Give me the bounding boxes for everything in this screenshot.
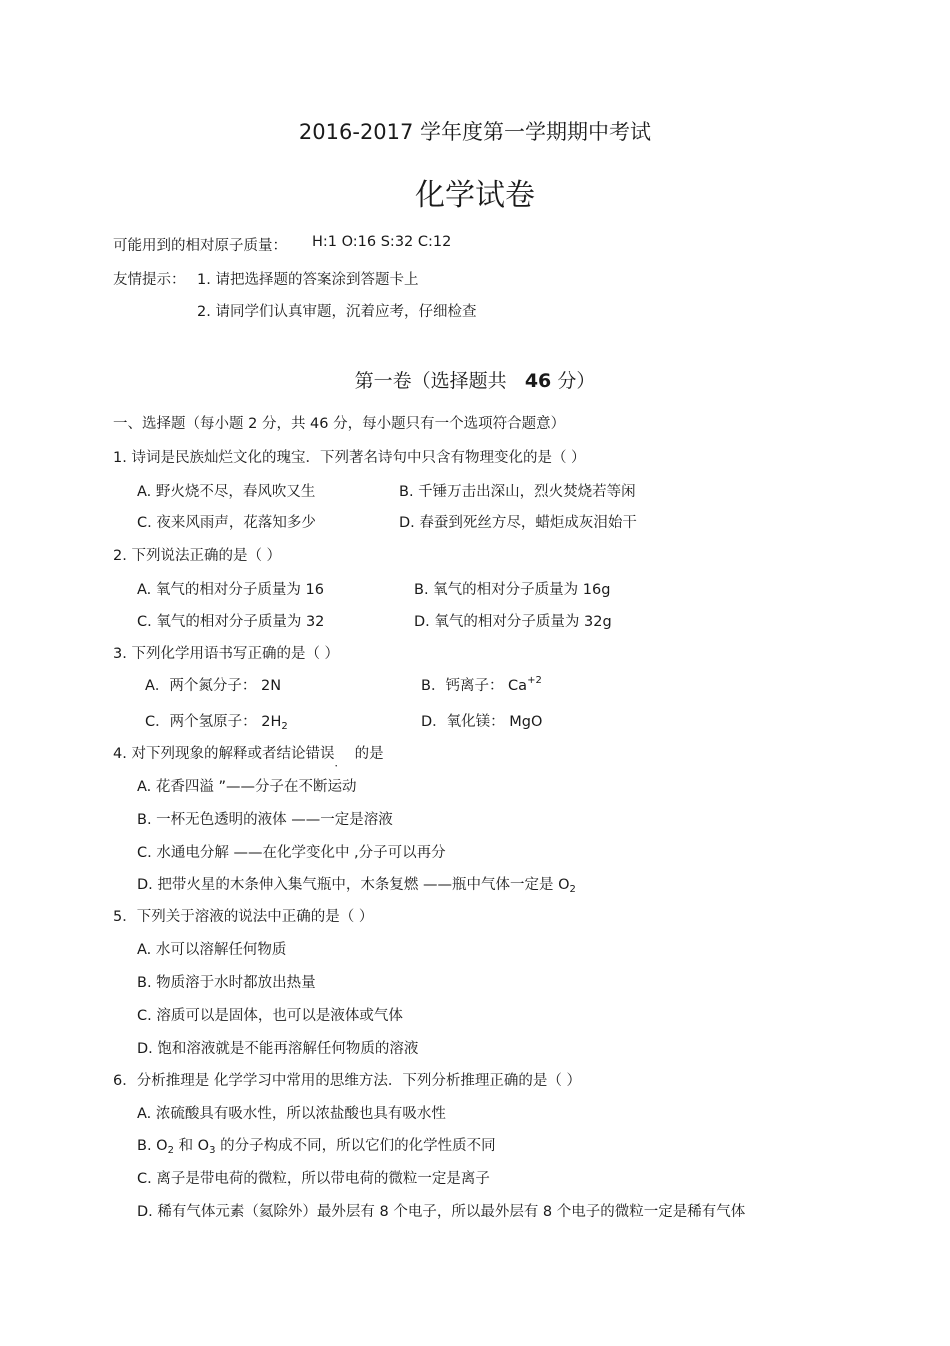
question-2-option-d: D. 氧气的相对分子质量为 32g [414,614,612,630]
question-1-stem: 1. 诗词是民族灿烂文化的瑰宝．下列著名诗句中只含有物理变化的是（ ） [113,450,586,466]
question-4-option-c: C. 水通电分解 ——在化学变化中 ,分子可以再分 [137,845,446,861]
atomic-mass-label: 可能用到的相对原子质量： [113,238,287,254]
question-6-option-b-subscript-1: 2 [167,1145,174,1156]
question-6-option-b-text-1: B. O [137,1138,168,1154]
question-5-option-d: D. 饱和溶液就是不能再溶解任何物质的溶液 [137,1041,419,1057]
question-3-option-c-text: C．两个氢原子： 2H [145,714,282,730]
question-6-option-b-text-2: 和 O [178,1138,210,1154]
question-4-option-d-subscript: 2 [569,884,576,895]
question-1-option-c: C. 夜来风雨声，花落知多少 [137,515,316,531]
question-3-option-b [421,674,542,695]
question-6-stem: 6．分析推理是 化学学习中常用的思维方法．下列分析推理正确的是（ ） [113,1073,581,1089]
subject-title: 化学试卷 [415,178,535,213]
section-heading-tail: 分） [557,370,596,392]
question-3-option-d: D．氧化镁： MgO [421,714,543,730]
tips-label: 友情提示： [113,272,186,288]
question-5-option-c: C. 溶质可以是固体，也可以是液体或气体 [137,1008,403,1024]
question-3-option-b-text: B．钙离子： Ca [421,678,528,694]
question-6-option-a: A. 浓硫酸具有吸水性，所以浓盐酸也具有吸水性 [137,1106,446,1122]
question-1-option-d: D. 春蚕到死丝方尽，蜡炬成灰泪始干 [399,515,637,531]
question-4-stem [113,742,384,769]
question-6-option-b-text-3: 的分子构成不同，所以它们的化学性质不同 [220,1138,496,1154]
question-5-option-b: B. 物质溶于水时都放出热量 [137,975,316,991]
question-3-option-b-charge: +2 [527,675,542,686]
question-4-stem-text: 4. 对下列现象的解释或者结论错误 [113,746,335,762]
question-4-option-b: B. 一杯无色透明的液体 ——一定是溶液 [137,812,393,828]
question-3-option-c [145,710,288,731]
question-3-stem: 3. 下列化学用语书写正确的是（ ） [113,646,340,662]
question-6-option-b-subscript-2: 3 [209,1145,216,1156]
question-3-option-a: A．两个氮分子： 2N [145,678,282,694]
question-3-option-c-subscript: 2 [281,721,288,732]
question-4-option-d-text: D. 把带火星的木条伸入集气瓶中，木条复燃 ——瓶中气体一定是 O [137,877,570,893]
question-4-option-a: A. 花香四溢 ”——分子在不断运动 [137,779,357,795]
section-heading [0,366,950,393]
section-heading-text: 第一卷（选择题共 [354,370,507,392]
question-6-option-b [137,1134,496,1155]
question-2-stem: 2. 下列说法正确的是（ ） [113,548,282,564]
question-6-option-d: D. 稀有气体元素（氦除外）最外层有 8 个电子，所以最外层有 8 个电子的微粒一定是稀有气体 [137,1204,746,1220]
question-1-option-b: B. 千锤万击出深山，烈火焚烧若等闲 [399,484,636,500]
question-4-option-d [137,873,576,894]
question-1-option-a: A. 野火烧不尽，春风吹又生 [137,484,316,500]
question-2-option-a: A. 氧气的相对分子质量为 16 [137,582,324,598]
section-heading-score: 46 [524,370,552,392]
tip-1: 1. 请把选择题的答案涂到答题卡上 [197,272,419,288]
question-2-option-c: C. 氧气的相对分子质量为 32 [137,614,325,630]
question-4-stem-tail: 的是 [354,746,384,762]
question-2-option-b: B. 氧气的相对分子质量为 16g [414,582,611,598]
atomic-mass-values: H:1 O:16 S:32 C:12 [312,234,452,250]
question-4-emphasis-mark: ． [334,756,346,769]
question-6-option-c: C. 离子是带电荷的微粒，所以带电荷的微粒一定是离子 [137,1171,490,1187]
exam-title: 2016-2017 学年度第一学期期中考试 [298,120,652,144]
question-5-option-a: A. 水可以溶解任何物质 [137,942,287,958]
question-5-stem: 5．下列关于溶液的说法中正确的是（ ） [113,909,374,925]
section-instructions: 一、选择题（每小题 2 分，共 46 分，每小题只有一个选项符合题意） [113,416,566,432]
tip-2: 2. 请同学们认真审题，沉着应考，仔细检查 [197,304,477,320]
